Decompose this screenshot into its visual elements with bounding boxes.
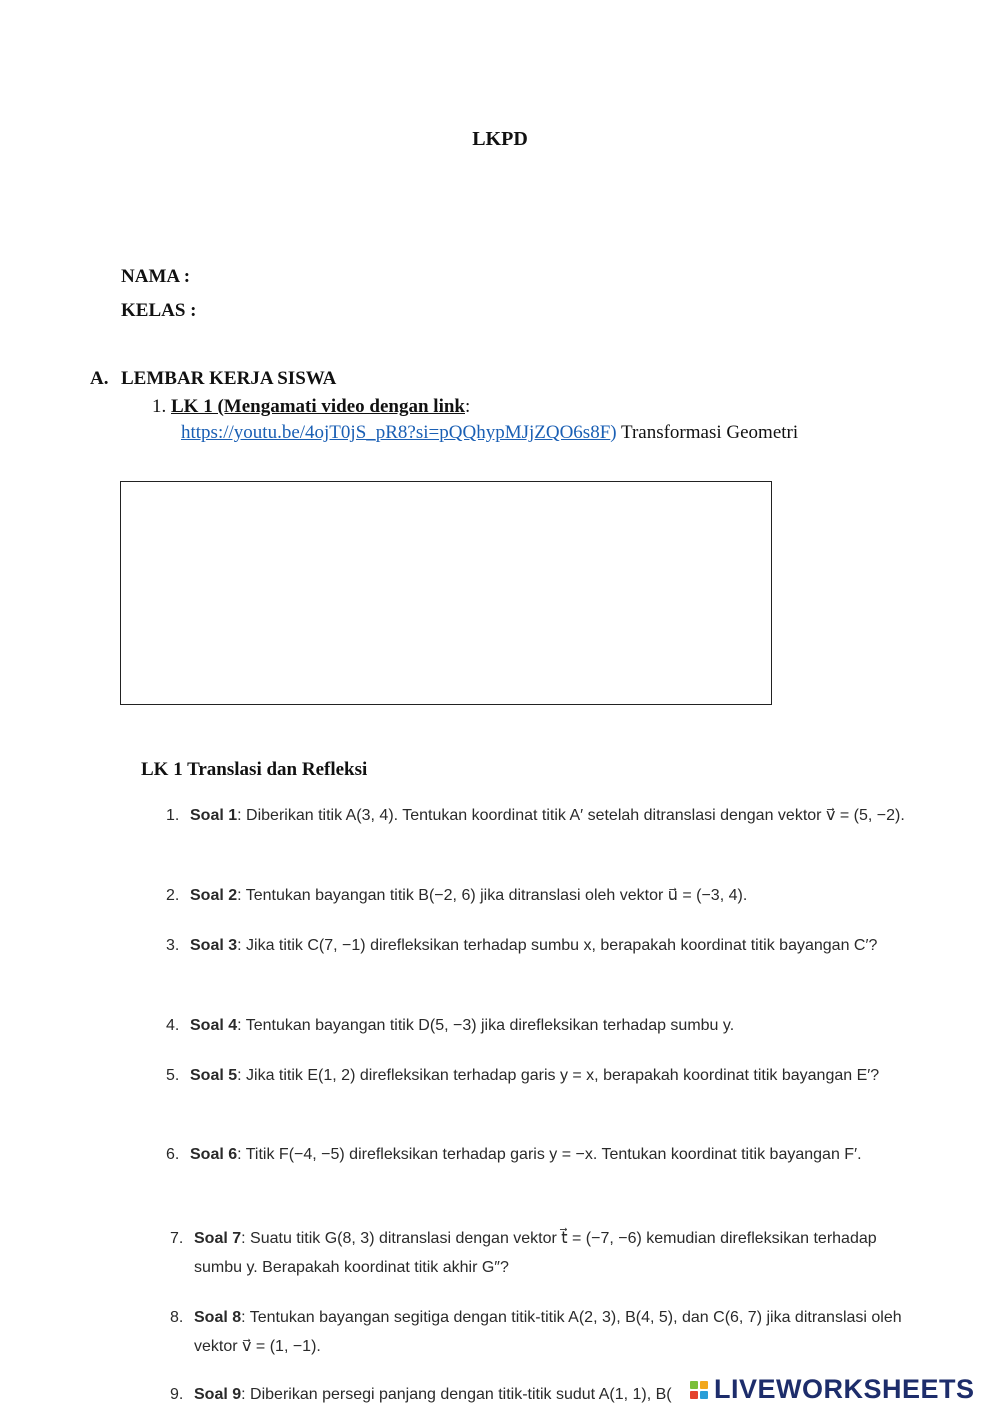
question-number: 2. [166, 887, 180, 904]
video-link-line [181, 422, 798, 444]
question-text: : Suatu titik G(8, 3) ditranslasi dengan vektor t⃗ = (−7, −6) kemudian direfleksikan terhadap sumbu y. Berapakah koordinat titik akhir G″? [194, 1230, 877, 1276]
question-number: 1. [166, 807, 180, 824]
question-tag: Soal 3 [190, 937, 238, 954]
question-tag: Soal 8 [194, 1309, 242, 1326]
question-number: 7. [170, 1230, 184, 1247]
question-number: 9. [170, 1386, 184, 1403]
question-tag: Soal 5 [190, 1067, 238, 1084]
question-tag: Soal 4 [190, 1017, 238, 1034]
question-tag: Soal 7 [194, 1230, 242, 1247]
liveworksheets-logo-icon [690, 1381, 708, 1399]
watermark-text: LIVEWORKSHEETS [714, 1374, 975, 1404]
link-paren: ) [610, 422, 617, 443]
question-9 [170, 1380, 690, 1409]
section-a-heading [90, 368, 336, 390]
question-text: : Jika titik C(7, −1) direfleksikan terhadap sumbu x, berapakah koordinat titik bayangan C′? [237, 937, 878, 954]
kelas-label: KELAS : [121, 300, 197, 321]
question-number: 4. [166, 1017, 180, 1034]
question-text: : Diberikan titik A(3, 4). Tentukan koordinat titik A′ setelah ditranslasi dengan vektor v⃗ = (5, −2). [237, 807, 905, 824]
question-tag: Soal 6 [190, 1146, 238, 1163]
video-link[interactable]: https://youtu.be/4ojT0jS_pR8?si=pQQhypMJjZQO6s8F [181, 422, 611, 443]
lk1-heading-text: LK 1 (Mengamati video dengan link [171, 396, 465, 417]
question-number: 3. [166, 937, 180, 954]
question-6 [166, 1140, 906, 1169]
lk1-colon: : [465, 396, 471, 417]
question-4 [166, 1011, 906, 1040]
question-number: 5. [166, 1067, 180, 1084]
question-text: : Tentukan bayangan titik D(5, −3) jika direfleksikan terhadap sumbu y. [237, 1017, 735, 1034]
question-2 [166, 881, 906, 910]
question-number: 6. [166, 1146, 180, 1163]
question-3 [166, 931, 906, 960]
question-text: : Jika titik E(1, 2) direfleksikan terhadap garis y = x, berapakah koordinat titik bayangan E′? [237, 1067, 880, 1084]
section-subheading: LK 1 Translasi dan Refleksi [141, 759, 368, 780]
answer-box[interactable] [120, 481, 772, 705]
question-tag: Soal 9 [194, 1386, 242, 1403]
page-title: LKPD [472, 128, 528, 150]
lk1-heading [152, 396, 470, 418]
question-tag: Soal 1 [190, 807, 238, 824]
liveworksheets-watermark [690, 1374, 975, 1405]
question-text: : Titik F(−4, −5) direfleksikan terhadap garis y = −x. Tentukan koordinat titik bayangan F′. [237, 1146, 862, 1163]
section-a-title: LEMBAR KERJA SISWA [121, 368, 337, 389]
question-text: : Diberikan persegi panjang dengan titik-titik sudut A(1, 1), B( [241, 1386, 672, 1403]
question-8 [170, 1303, 910, 1361]
link-description: Transformasi Geometri [616, 422, 799, 443]
lk1-number: 1. [152, 396, 167, 417]
question-1 [166, 801, 906, 830]
question-text: : Tentukan bayangan titik B(−2, 6) jika ditranslasi oleh vektor u⃗ = (−3, 4). [237, 887, 748, 904]
question-7 [170, 1224, 910, 1282]
question-5 [166, 1061, 906, 1090]
nama-label: NAMA : [121, 266, 191, 287]
section-a-label: A. [90, 368, 109, 389]
question-tag: Soal 2 [190, 887, 238, 904]
question-number: 8. [170, 1309, 184, 1326]
question-text: : Tentukan bayangan segitiga dengan titik-titik A(2, 3), B(4, 5), dan C(6, 7) jika ditranslasi oleh vektor v⃗ = (1, −1). [194, 1309, 902, 1355]
